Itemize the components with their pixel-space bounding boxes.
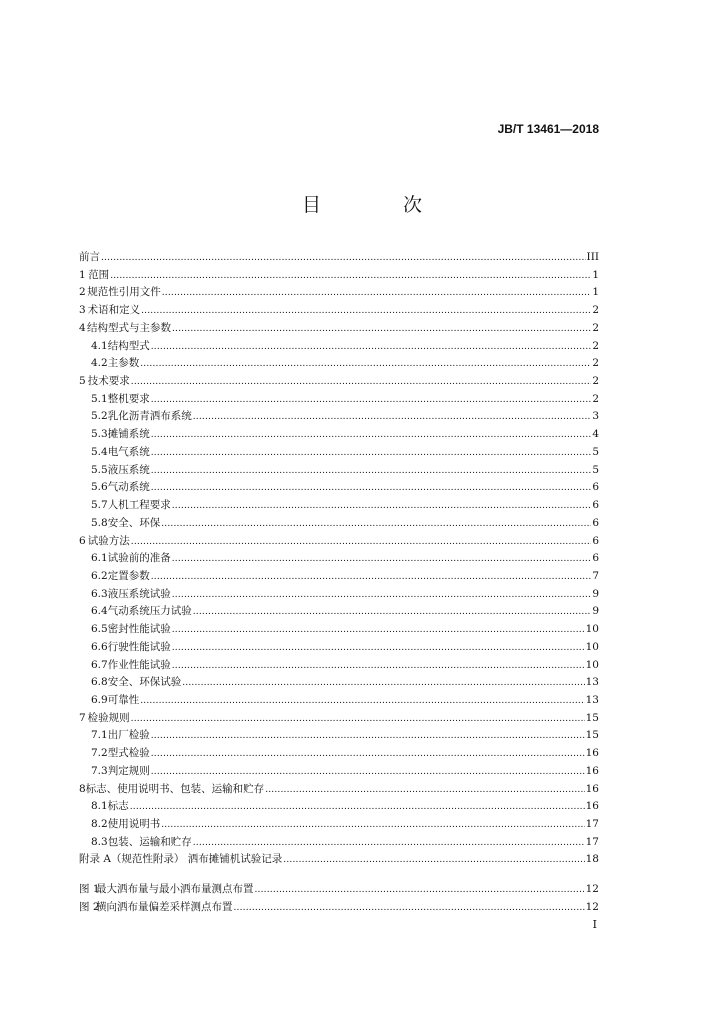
dot-leader	[110, 267, 591, 286]
toc-entry[interactable]	[79, 373, 599, 391]
dot-leader	[234, 899, 585, 918]
entry-number: 5.4	[91, 445, 108, 458]
figure-entry[interactable]	[79, 899, 599, 917]
entry-label: 作业性能试验	[107, 658, 171, 671]
entry-number: 5	[79, 375, 86, 388]
entry-page: 13	[585, 693, 599, 706]
dot-leader	[162, 284, 592, 303]
dot-leader	[161, 816, 584, 835]
entry-page: 10	[585, 658, 599, 671]
entry-number: 4.1	[91, 339, 108, 352]
dot-leader	[151, 745, 585, 764]
dot-leader	[151, 444, 592, 463]
entry-label: 气动系统	[107, 481, 150, 494]
entry-page: 2	[592, 392, 599, 405]
dot-leader	[172, 639, 585, 658]
entry-number: 1	[79, 268, 86, 281]
dot-leader	[182, 674, 584, 693]
entry-label: 结构型式	[107, 339, 150, 352]
dot-leader	[172, 586, 592, 605]
toc-entry[interactable]	[79, 621, 599, 639]
entry-number: 5.3	[91, 428, 108, 441]
entry-label: 附录 A（规范性附录） 洒布摊铺机试验记录	[79, 853, 283, 866]
toc-entry[interactable]	[79, 320, 599, 338]
entry-page: 17	[585, 835, 599, 848]
entry-number: 图 1	[79, 883, 100, 896]
dot-leader	[255, 881, 585, 900]
entry-page: 5	[592, 445, 599, 458]
entry-label: 摊铺系统	[107, 428, 150, 441]
toc-entry[interactable]	[79, 834, 599, 852]
entry-label: 规范性引用文件	[87, 286, 161, 299]
toc-entry[interactable]	[79, 550, 599, 568]
entry-page: 10	[585, 623, 599, 636]
entry-number: 7.2	[91, 747, 108, 760]
dot-leader	[151, 462, 592, 481]
entry-number: 7	[79, 711, 86, 724]
dot-leader	[151, 426, 592, 445]
toc-entry[interactable]	[79, 533, 599, 551]
toc-entry[interactable]	[79, 639, 599, 657]
entry-page: 16	[585, 782, 599, 795]
dot-leader	[131, 710, 585, 729]
dot-leader	[130, 798, 585, 817]
dot-leader	[151, 568, 592, 587]
entry-number: 8.1	[91, 800, 108, 813]
dot-leader	[193, 834, 585, 853]
dot-leader	[151, 391, 592, 410]
dot-leader	[172, 320, 591, 339]
page-number: I	[592, 918, 597, 931]
entry-label: 密封性能试验	[107, 623, 171, 636]
entry-label: 行驶性能试验	[107, 640, 171, 653]
toc-entry[interactable]	[79, 586, 599, 604]
entry-number: 图 2	[79, 900, 100, 913]
dot-leader	[265, 781, 584, 800]
entry-number: 6.4	[91, 605, 108, 618]
entry-label: 定置参数	[107, 569, 150, 582]
entry-number: 4	[79, 321, 86, 334]
toc-entry[interactable]	[79, 763, 599, 781]
entry-number: 4.2	[91, 357, 108, 370]
toc-entry[interactable]	[79, 568, 599, 586]
entry-page: 3	[592, 410, 599, 423]
entry-label: 范围	[88, 268, 110, 281]
entry-label: 结构型式与主参数	[87, 321, 171, 334]
dot-leader	[140, 692, 584, 711]
dot-leader	[172, 497, 592, 516]
entry-number: 7.3	[91, 764, 108, 777]
entry-label: 技术要求	[87, 375, 130, 388]
entry-label: 乳化沥青洒布系统	[107, 410, 192, 423]
entry-page: III	[586, 251, 599, 263]
page-title: 目 次	[301, 194, 461, 216]
entry-label: 安全、环保	[107, 516, 161, 529]
entry-page: 13	[585, 676, 599, 689]
toc-entry[interactable]	[79, 249, 599, 267]
entry-label: 液压系统试验	[107, 587, 171, 600]
toc-entry[interactable]	[79, 444, 599, 462]
dot-leader	[172, 657, 585, 676]
entry-page: 2	[592, 357, 599, 370]
entry-page: 12	[585, 900, 599, 913]
entry-page: 2	[592, 375, 599, 388]
entry-label: 前言	[79, 251, 100, 263]
entry-number: 6.6	[91, 640, 108, 653]
entry-label: 试验方法	[87, 534, 130, 547]
entry-page: 9	[592, 605, 599, 618]
entry-page: 12	[585, 883, 599, 896]
entry-page: 1	[592, 268, 599, 281]
section-gap	[79, 869, 599, 881]
toc-entry[interactable]	[79, 692, 599, 710]
entry-label: 横向洒布量偏差采样测点布置	[96, 900, 233, 913]
entry-number: 6.3	[91, 587, 108, 600]
toc-entry[interactable]	[79, 727, 599, 745]
toc-entry[interactable]	[79, 479, 599, 497]
entry-label: 检验规则	[87, 711, 130, 724]
toc-entry[interactable]	[79, 426, 599, 444]
toc-entry[interactable]	[79, 657, 599, 675]
toc-entry[interactable]	[79, 355, 599, 373]
toc-entry[interactable]	[79, 462, 599, 480]
entry-label: 判定规则	[107, 764, 150, 777]
entry-page: 6	[592, 552, 599, 565]
entry-label: 主参数	[107, 357, 140, 370]
entry-label: 可靠性	[107, 693, 140, 706]
toc-entry[interactable]	[79, 781, 599, 799]
entry-number: 6	[79, 534, 86, 547]
entry-number: 6.8	[91, 676, 108, 689]
entry-label: 液压系统	[107, 463, 150, 476]
dot-leader	[172, 621, 585, 640]
entry-label: 最大洒布量与最小洒布量测点布置	[96, 883, 254, 896]
entry-number: 3	[79, 304, 86, 317]
toc-entry[interactable]	[79, 267, 599, 285]
entry-page: 6	[592, 516, 599, 529]
entry-number: 7.1	[91, 729, 108, 742]
entry-label: 出厂检验	[107, 729, 150, 742]
dot-leader	[193, 603, 592, 622]
entry-number: 5.7	[91, 499, 108, 512]
entry-page: 6	[592, 534, 599, 547]
dot-leader	[151, 338, 592, 357]
toc-entry[interactable]	[79, 391, 599, 409]
entry-page: 16	[585, 764, 599, 777]
entry-page: 18	[585, 853, 599, 866]
entry-label: 人机工程要求	[107, 499, 171, 512]
toc-entry[interactable]	[79, 816, 599, 834]
entry-number: 2	[79, 286, 86, 299]
entry-page: 15	[585, 729, 599, 742]
entry-number: 6.5	[91, 623, 108, 636]
toc-entry[interactable]	[79, 798, 599, 816]
standard-number: JB/T 13461—2018	[497, 122, 599, 136]
dot-leader	[172, 550, 592, 569]
entry-label: 试验前的准备	[107, 552, 171, 565]
dot-leader	[161, 515, 591, 534]
entry-label: 电气系统	[107, 445, 150, 458]
toc-entry[interactable]	[79, 745, 599, 763]
entry-label: 术语和定义	[87, 304, 141, 317]
entry-label: 标志	[107, 800, 129, 813]
entry-number: 6.1	[91, 552, 108, 565]
toc-entry[interactable]	[79, 710, 599, 728]
dot-leader	[151, 727, 585, 746]
entry-label: 标志、使用说明书、包装、运输和贮存	[85, 782, 265, 795]
dot-leader	[283, 851, 584, 870]
dot-leader	[140, 355, 591, 374]
entry-number: 5.2	[91, 410, 108, 423]
dot-leader	[101, 249, 586, 268]
entry-page: 7	[592, 569, 599, 582]
entry-page: 5	[592, 463, 599, 476]
toc-entry[interactable]	[79, 408, 599, 426]
toc-entry[interactable]	[79, 515, 599, 533]
toc-entry[interactable]	[79, 284, 599, 302]
entry-number: 6.7	[91, 658, 108, 671]
entry-page: 6	[592, 499, 599, 512]
entry-label: 型式检验	[107, 747, 150, 760]
entry-number: 5.8	[91, 516, 108, 529]
entry-number: 8.2	[91, 818, 108, 830]
dot-leader	[131, 533, 592, 552]
dot-leader	[151, 763, 585, 782]
dot-leader	[141, 302, 591, 321]
entry-page: 2	[592, 321, 599, 334]
table-of-contents	[79, 249, 599, 917]
entry-label: 整机要求	[107, 392, 150, 405]
entry-page: 2	[592, 339, 599, 352]
entry-page: 2	[592, 304, 599, 317]
figure-entry[interactable]	[79, 881, 599, 899]
toc-entry[interactable]	[79, 497, 599, 515]
toc-entry[interactable]	[79, 674, 599, 692]
dot-leader	[151, 479, 592, 498]
entry-number: 8	[79, 782, 86, 795]
dot-leader	[193, 408, 592, 427]
entry-label: 使用说明书	[107, 818, 161, 830]
entry-number: 5.1	[91, 392, 108, 405]
entry-page: 10	[585, 640, 599, 653]
entry-page: 1	[592, 286, 599, 299]
entry-label: 气动系统压力试验	[107, 605, 192, 618]
toc-entry[interactable]	[79, 603, 599, 621]
entry-number: 8.3	[91, 835, 108, 848]
entry-page: 17	[585, 818, 599, 830]
entry-page: 16	[585, 800, 599, 813]
entry-label: 包装、运输和贮存	[107, 835, 192, 848]
entry-page: 15	[585, 711, 599, 724]
entry-number: 6.9	[91, 693, 108, 706]
entry-page: 6	[592, 481, 599, 494]
entry-page: 16	[585, 747, 599, 760]
entry-number: 5.5	[91, 463, 108, 476]
toc-entry[interactable]	[79, 302, 599, 320]
entry-page: 4	[592, 428, 599, 441]
entry-page: 9	[592, 587, 599, 600]
toc-entry[interactable]	[79, 851, 599, 869]
toc-entry[interactable]	[79, 338, 599, 356]
entry-label: 安全、环保试验	[107, 676, 182, 689]
entry-number: 5.6	[91, 481, 108, 494]
dot-leader	[131, 373, 592, 392]
entry-number: 6.2	[91, 569, 108, 582]
